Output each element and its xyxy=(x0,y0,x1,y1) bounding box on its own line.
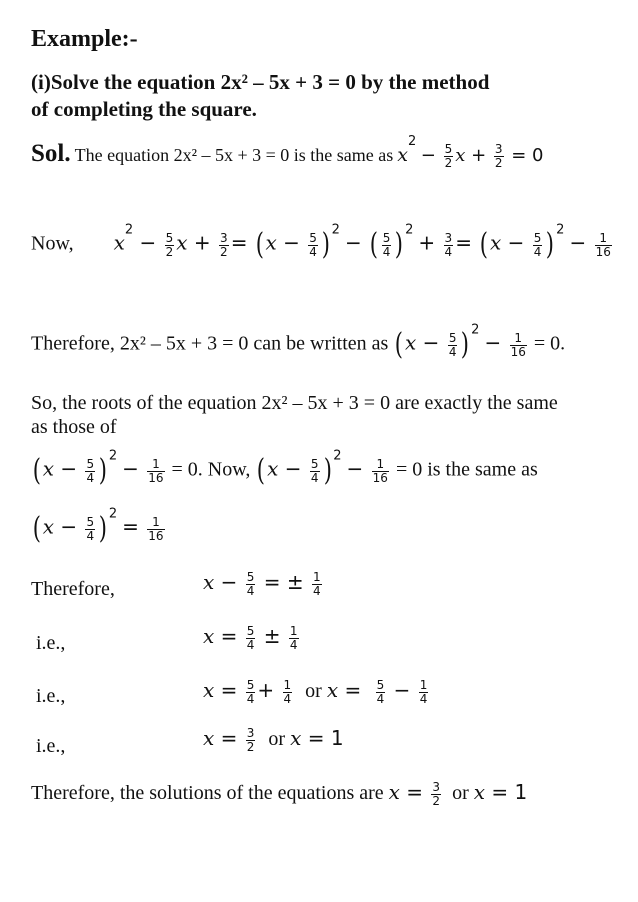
step-2-equation: x = $\frac{5}{4}$ ± $\frac{1}{4}$ xyxy=(203,623,298,652)
problem-line-1: (i)Solve the equation 2x² – 5x + 3 = 0 by the method xyxy=(31,70,490,94)
now-label: Now, xyxy=(31,232,74,255)
final-line: Therefore, the solutions of the equations are x = $\frac{3}{2}$ or x = 1 xyxy=(31,779,528,808)
example-heading: Example:- xyxy=(31,26,138,52)
therefore-line: Therefore, 2x² – 5x + 3 = 0 can be written as (x − $\frac{5}{4}$ ) $^2$ − $\frac{1}{16}$ = 0. xyxy=(31,322,566,362)
step-1-equation: x − $\frac{5}{4}$ = ± $\frac{1}{4}$ xyxy=(203,569,321,598)
ie-label-1: i.e., xyxy=(36,632,66,654)
step-3-equation: x = $\frac{5}{4}$ + $\frac{1}{4}$ or x = $\frac{5}{4}$ − $\frac{1}{4}$ xyxy=(203,677,428,706)
therefore-text: Therefore, 2x² – 5x + 3 = 0 can be written as xyxy=(31,332,389,355)
step-4-equation: x = $\frac{3}{2}$ or x = 1 xyxy=(203,725,344,754)
roots-line-2: as those of xyxy=(31,416,117,438)
square-equation: (x − $\frac{5}{4}$ ) $^2$ = $\frac{1}{16}$ xyxy=(32,506,164,546)
sol-equation: $x^2$ − $\frac{5}{2}$ x + $\frac{3}{2}$ = 0 xyxy=(397,134,544,171)
roots-line-1: So, the roots of the equation 2x² – 5x + 3 = 0 are exactly the same xyxy=(31,392,558,414)
now-line: Now, $x^2$ − $\frac{5}{2}$ x + $\frac{3}{2}$ = (x − $\frac{5}{4}$ ) $^2$ − ( $\frac{5}{4}$ ) $^2$ + $\frac{3}{4}$ = (x − $\frac{5}{4}$ ) $^2$ − $\frac{1}{16}$ xyxy=(31,222,611,262)
now-equation-line: (x − $\frac{5}{4}$ ) $^2$ − $\frac{1}{16}$ = 0. Now, (x − $\frac{5}{4}$ ) $^2$ − $\frac{1}{16}$ = 0 is the same as xyxy=(32,448,538,488)
therefore-end: = 0. xyxy=(533,332,566,355)
same-as-text: = 0 is the same as xyxy=(395,458,538,481)
therefore-label: Therefore, xyxy=(31,578,115,600)
ie-label-2: i.e., xyxy=(36,685,66,707)
sol-text: The equation 2x² – 5x + 3 = 0 is the same as xyxy=(74,145,394,165)
now-text: = 0. Now, xyxy=(171,458,251,481)
ie-label-3: i.e., xyxy=(36,735,66,757)
sol-label: Sol. xyxy=(31,140,71,167)
sol-line xyxy=(31,134,544,174)
problem-line-2: of completing the square. xyxy=(31,97,257,121)
final-text: Therefore, the solutions of the equations are xyxy=(31,782,384,804)
